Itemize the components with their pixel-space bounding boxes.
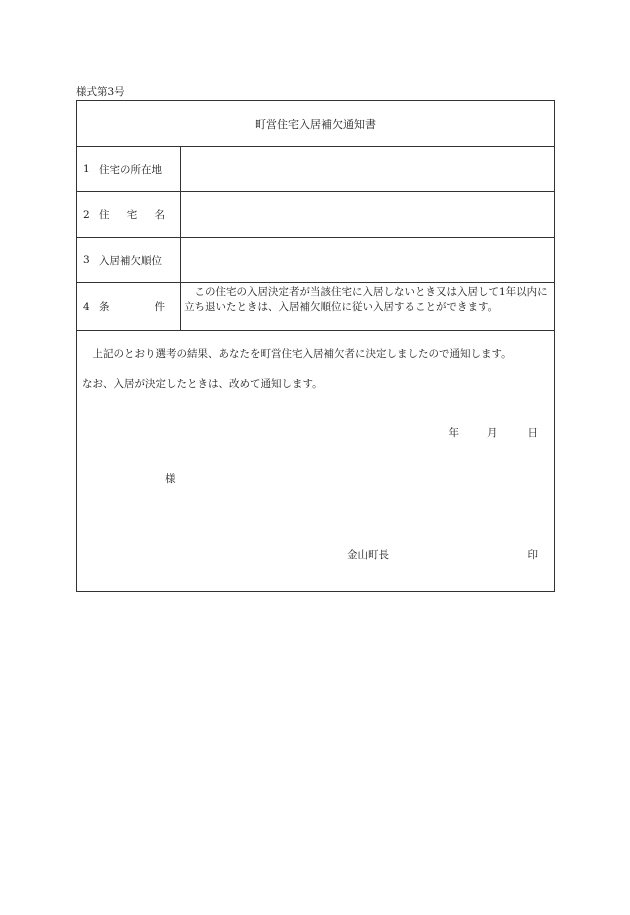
label-char: 宅 — [126, 209, 138, 221]
conditions-text: この住宅の入居決定者が当該住宅に入居しないとき又は入居して1年以内に立ち退いたときは、入居補欠順位に従い入居することができます。 — [184, 286, 548, 313]
row-number: 3 — [83, 254, 90, 266]
notice-form — [76, 100, 555, 592]
notice-body — [77, 331, 554, 591]
row-label-text: 入居補欠順位 — [99, 254, 162, 267]
form-title: 町営住宅入居補欠通知書 — [77, 101, 554, 147]
row-number: 4 — [83, 300, 90, 313]
row-label — [77, 192, 181, 237]
row-house-name — [77, 192, 554, 238]
date-month: 月 — [487, 427, 498, 439]
issuer-name: 金山町長 — [347, 549, 389, 561]
date-year: 年 — [448, 427, 459, 439]
row-waitlist-rank — [77, 238, 554, 283]
label-char: 住 — [99, 209, 110, 221]
row-number: 1 — [83, 163, 90, 175]
row-label — [77, 147, 181, 191]
form-number: 様式第3号 — [76, 86, 125, 98]
recipient-honorific: 様 — [165, 473, 176, 485]
seal-mark: 印 — [527, 549, 538, 561]
notice-paragraph: なお、入居が決定したときは、改めて通知します。 — [82, 378, 323, 390]
row-label-text — [99, 207, 165, 222]
row-label-text — [99, 299, 165, 314]
conditions-value — [181, 283, 554, 330]
row-conditions — [77, 283, 554, 331]
notice-paragraph: 上記のとおり選考の結果、あなたを町営住宅入居補欠者に決定しましたので通知します。 — [92, 348, 512, 360]
row-label — [77, 238, 181, 282]
row-label — [77, 283, 181, 330]
row-address — [77, 147, 554, 192]
label-char: 件 — [154, 301, 165, 313]
label-char: 条 — [99, 301, 110, 313]
date-day: 日 — [527, 427, 538, 439]
date-line — [449, 425, 539, 440]
row-number: 2 — [83, 208, 90, 221]
waitlist-rank-value — [181, 238, 554, 282]
address-value — [181, 147, 554, 191]
label-char: 名 — [154, 209, 165, 221]
house-name-value — [181, 192, 554, 237]
row-label-text: 住宅の所在地 — [99, 163, 162, 176]
